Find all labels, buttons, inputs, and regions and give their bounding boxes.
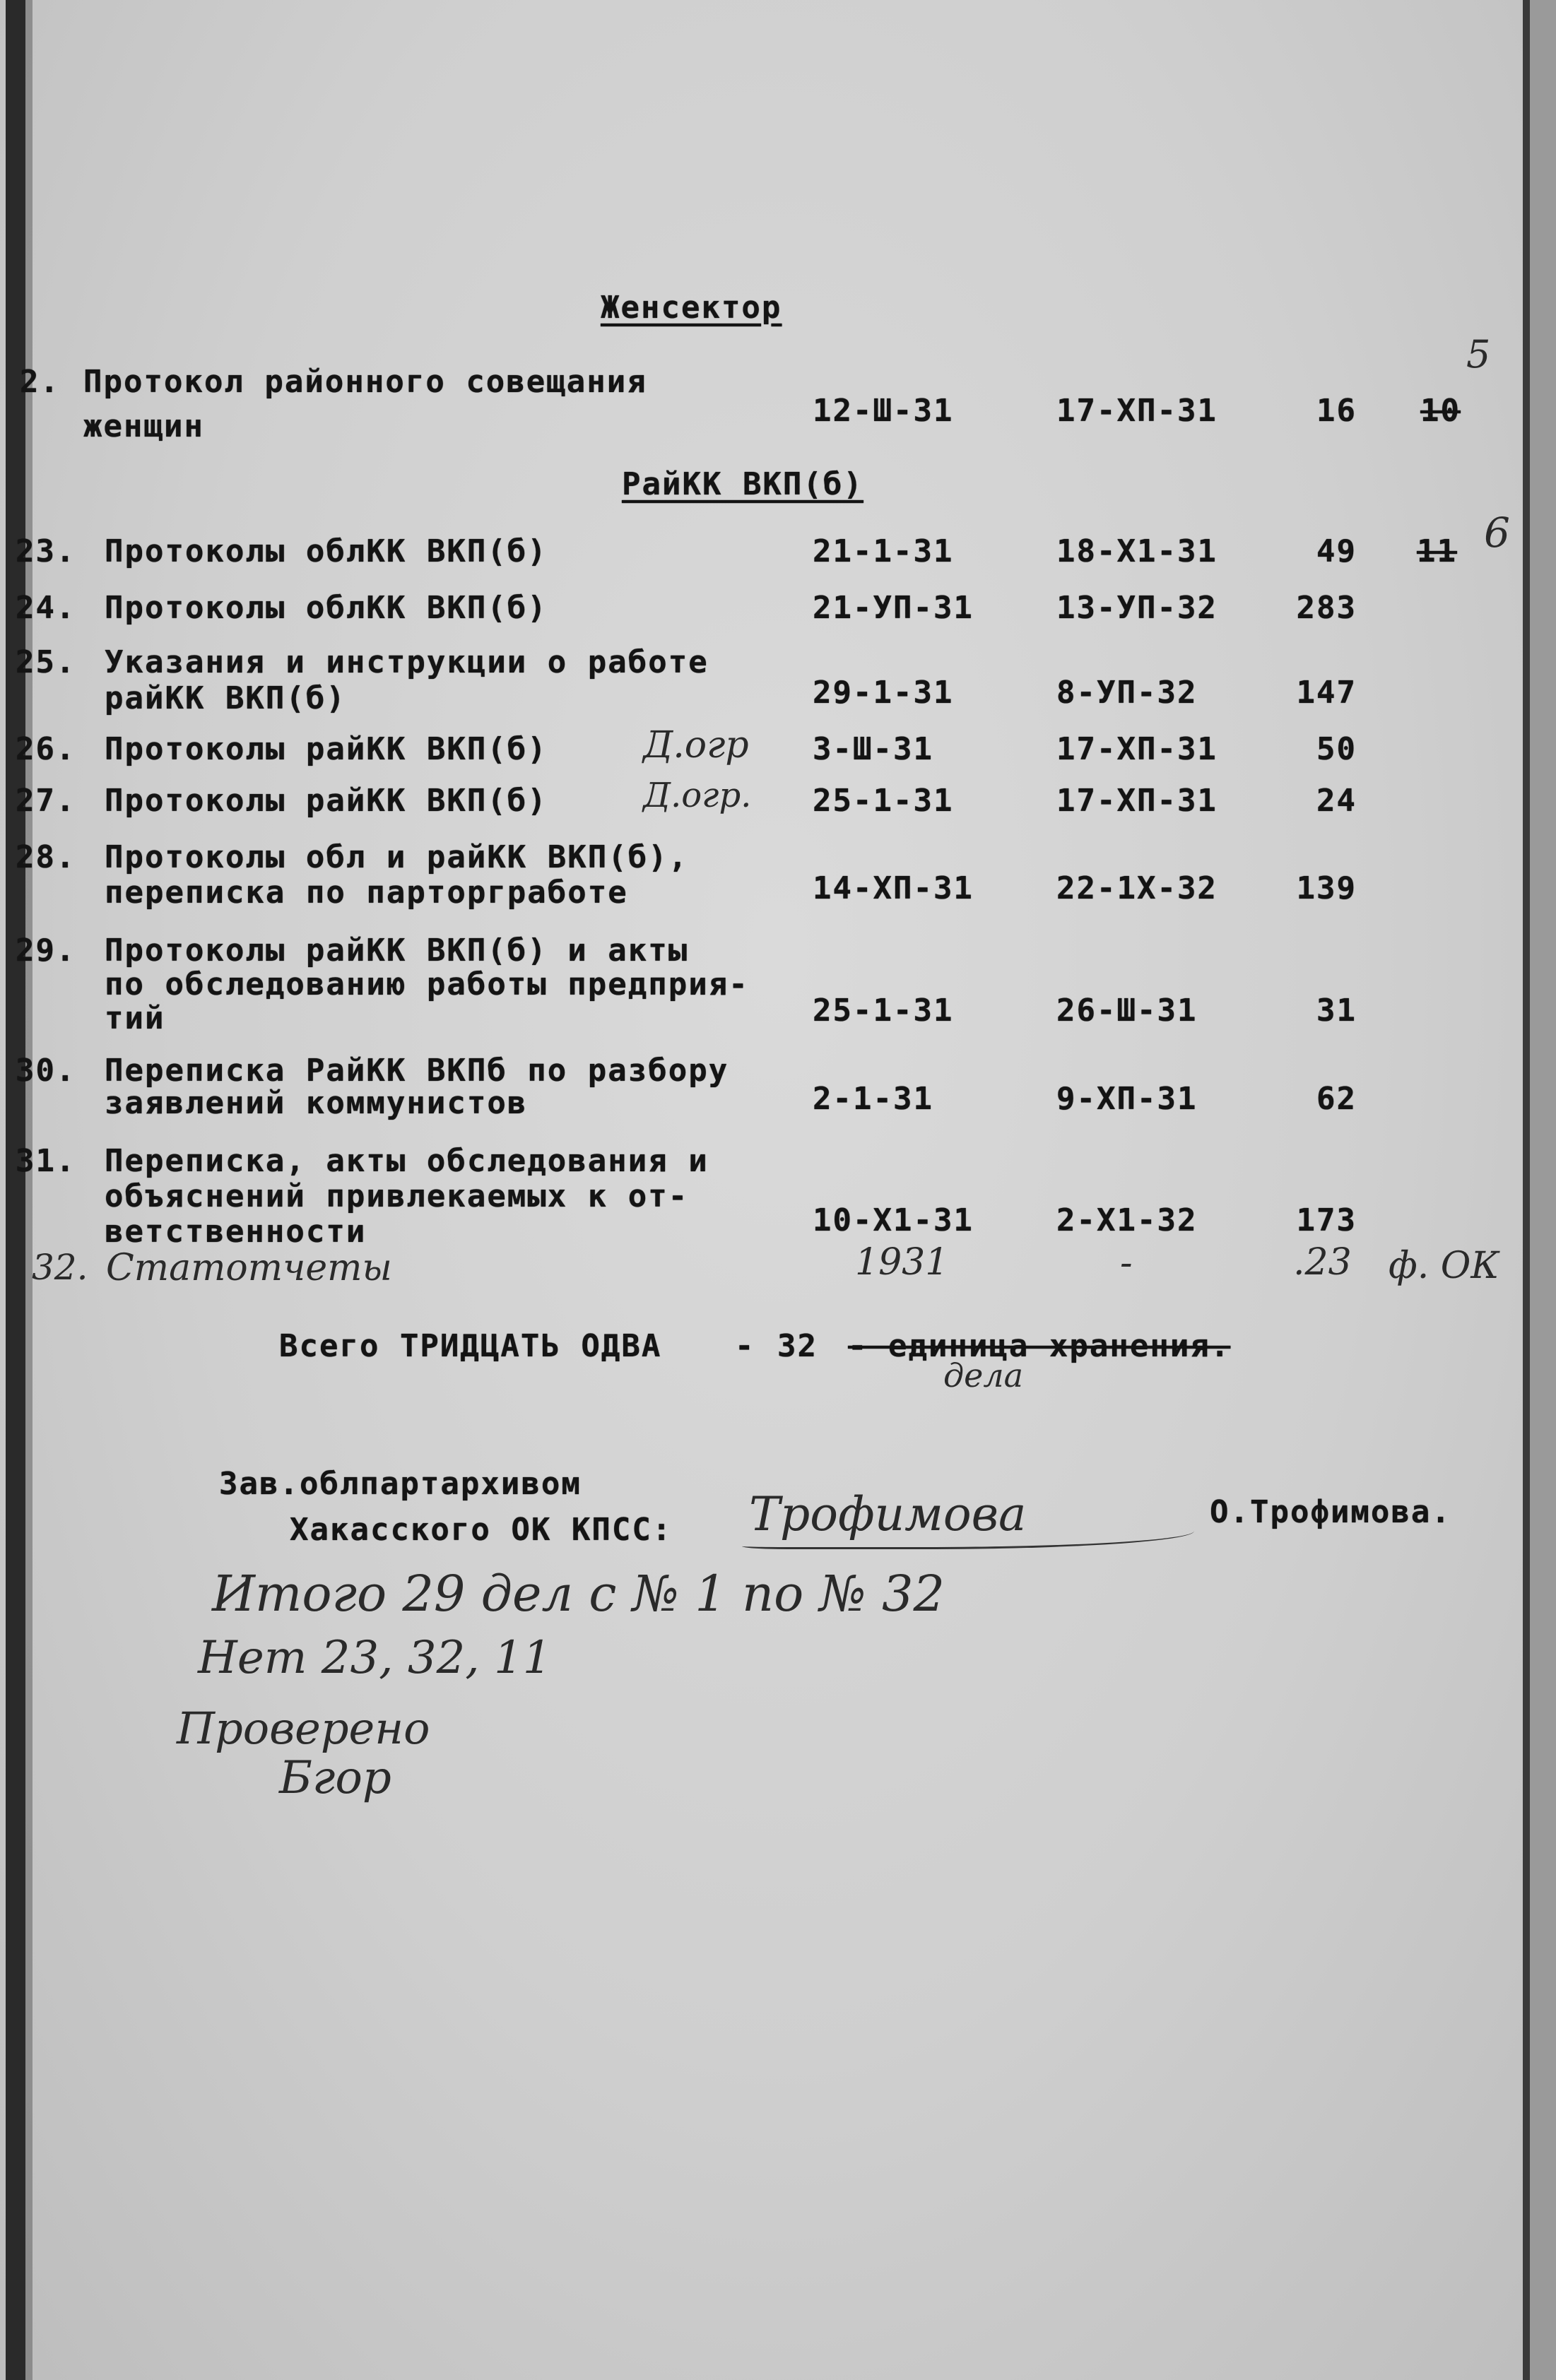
row-start-date: 29-1-31 [813, 675, 954, 711]
row-sheets: .23 [1293, 1241, 1352, 1284]
row-end-date: 26-Ш-31 [1056, 993, 1198, 1029]
note-checked-signature: Бгор [279, 1752, 391, 1804]
row-note-handwritten: Д.огр [643, 724, 749, 766]
row-title-line: Протоколы райКК ВКП(б) [105, 783, 548, 819]
row-sheets: 31 [1316, 993, 1357, 1029]
row-number: 27. [16, 783, 76, 819]
row-start-date: 12-Ш-31 [813, 393, 954, 429]
row-title-line: Протоколы райКК ВКП(б) [105, 731, 548, 767]
row-title-line: женщин [83, 408, 204, 444]
row-title-line: Переписка РайКК ВКПб по разбору [105, 1053, 729, 1089]
row-end-date: 8-УП-32 [1056, 675, 1198, 711]
row-sheets: 147 [1296, 675, 1357, 711]
row-storage-struck: 11 [1417, 533, 1457, 569]
row-start-date: 3-Ш-31 [813, 731, 933, 767]
total-prefix: Всего ТРИДЦАТЬ ОДВА [279, 1328, 662, 1364]
total-count: 32 [777, 1328, 818, 1364]
note-itogo: Итого 29 дел с № 1 по № 32 [212, 1565, 945, 1623]
row-sheets: 16 [1316, 393, 1357, 429]
row-end-date: 22-1Х-32 [1056, 870, 1218, 906]
row-end-date: 18-Х1-31 [1056, 533, 1218, 569]
row-end-date: 17-ХП-31 [1056, 731, 1218, 767]
row-start-date: 10-Х1-31 [813, 1202, 974, 1238]
row-number: 30. [16, 1053, 76, 1089]
row-title-line: райКК ВКП(б) [105, 680, 346, 716]
row-number: 23. [16, 533, 76, 569]
row-number: 26. [16, 731, 76, 767]
row-storage-handwritten: 5 [1466, 332, 1491, 377]
row-title-line: Протоколы обл и райКК ВКП(б), [105, 839, 689, 875]
row-end-date: 9-ХП-31 [1056, 1081, 1198, 1117]
row-title-line: Переписка, акты обследования и [105, 1143, 709, 1179]
row-number: 2. [20, 364, 60, 400]
row-title-line: заявлений коммунистов [105, 1085, 528, 1121]
row-end-date: 13-УП-32 [1056, 590, 1218, 626]
row-number: 25. [16, 644, 76, 680]
row-end-date: 2-Х1-32 [1056, 1202, 1198, 1238]
row-sheets: 49 [1316, 533, 1357, 569]
row-start-date: 25-1-31 [813, 783, 954, 819]
row-title-line: Протоколы облКК ВКП(б) [105, 590, 548, 626]
row-title-line: тий [105, 1000, 165, 1036]
row-title-line: переписка по парторгработе [105, 875, 628, 911]
row-note-handwritten: Д.огр. [643, 776, 752, 815]
total-dash: - [735, 1328, 755, 1364]
row-title-handwritten: Статотчеты [106, 1247, 392, 1289]
row-start-date: 21-1-31 [813, 533, 954, 569]
total-unit-handwritten: дела [943, 1356, 1024, 1395]
section-heading-women: Женсектор [601, 290, 782, 326]
row-end-date: - [1120, 1242, 1133, 1284]
row-start-date: 21-УП-31 [813, 590, 974, 626]
page-right-edge [1523, 0, 1530, 2380]
row-storage-handwritten: ф. ОК [1389, 1245, 1499, 1287]
row-title-line: Протоколы райКК ВКП(б) и акты [105, 933, 689, 969]
note-checked: Проверено [177, 1703, 430, 1754]
row-title-line: ветственности [105, 1214, 367, 1250]
section-heading-raykk: РайКК ВКП(б) [622, 466, 864, 502]
row-title-line: Протоколы облКК ВКП(б) [105, 533, 548, 569]
total-unit-struck: - единица хранения. [848, 1328, 1231, 1364]
page-left-shadow [25, 0, 33, 2380]
row-sheets: 50 [1316, 731, 1357, 767]
row-sheets: 62 [1316, 1081, 1357, 1117]
page-right-margin [1530, 0, 1556, 2380]
row-title-line: Указания и инструкции о работе [105, 644, 709, 680]
signature-typed-name: О.Трофимова. [1210, 1494, 1451, 1530]
row-end-date: 17-ХП-31 [1056, 393, 1218, 429]
signature-position-line2: Хакасского ОК КПСС: [290, 1512, 673, 1548]
row-start-date: 14-ХП-31 [813, 870, 974, 906]
row-start-date: 25-1-31 [813, 993, 954, 1029]
row-sheets: 283 [1296, 590, 1357, 626]
row-start-date: 2-1-31 [813, 1081, 933, 1117]
row-number: 28. [16, 839, 76, 875]
row-number: 31. [16, 1143, 76, 1179]
row-sheets: 24 [1316, 783, 1357, 819]
row-title-line: по обследованию работы предприя- [105, 966, 749, 1002]
row-sheets: 139 [1296, 870, 1357, 906]
row-sheets: 173 [1296, 1202, 1357, 1238]
row-storage-handwritten: 6 [1484, 509, 1510, 557]
row-end-date: 17-ХП-31 [1056, 783, 1218, 819]
signature-handwritten: Трофимова [749, 1487, 1027, 1541]
note-missing: Нет 23, 32, 11 [198, 1632, 552, 1684]
signature-position-line1: Зав.облпартархивом [219, 1466, 582, 1502]
row-start-date: 1931 [855, 1241, 949, 1284]
row-storage-struck: 10 [1420, 393, 1461, 429]
row-number: 24. [16, 590, 76, 626]
row-title-line: Протокол районного совещания [83, 364, 647, 400]
row-number: 32. [32, 1247, 88, 1288]
row-title-line: объяснений привлекаемых к от- [105, 1178, 689, 1214]
signature-flourish [742, 1519, 1194, 1549]
row-number: 29. [16, 933, 76, 969]
page-left-edge [6, 0, 25, 2380]
